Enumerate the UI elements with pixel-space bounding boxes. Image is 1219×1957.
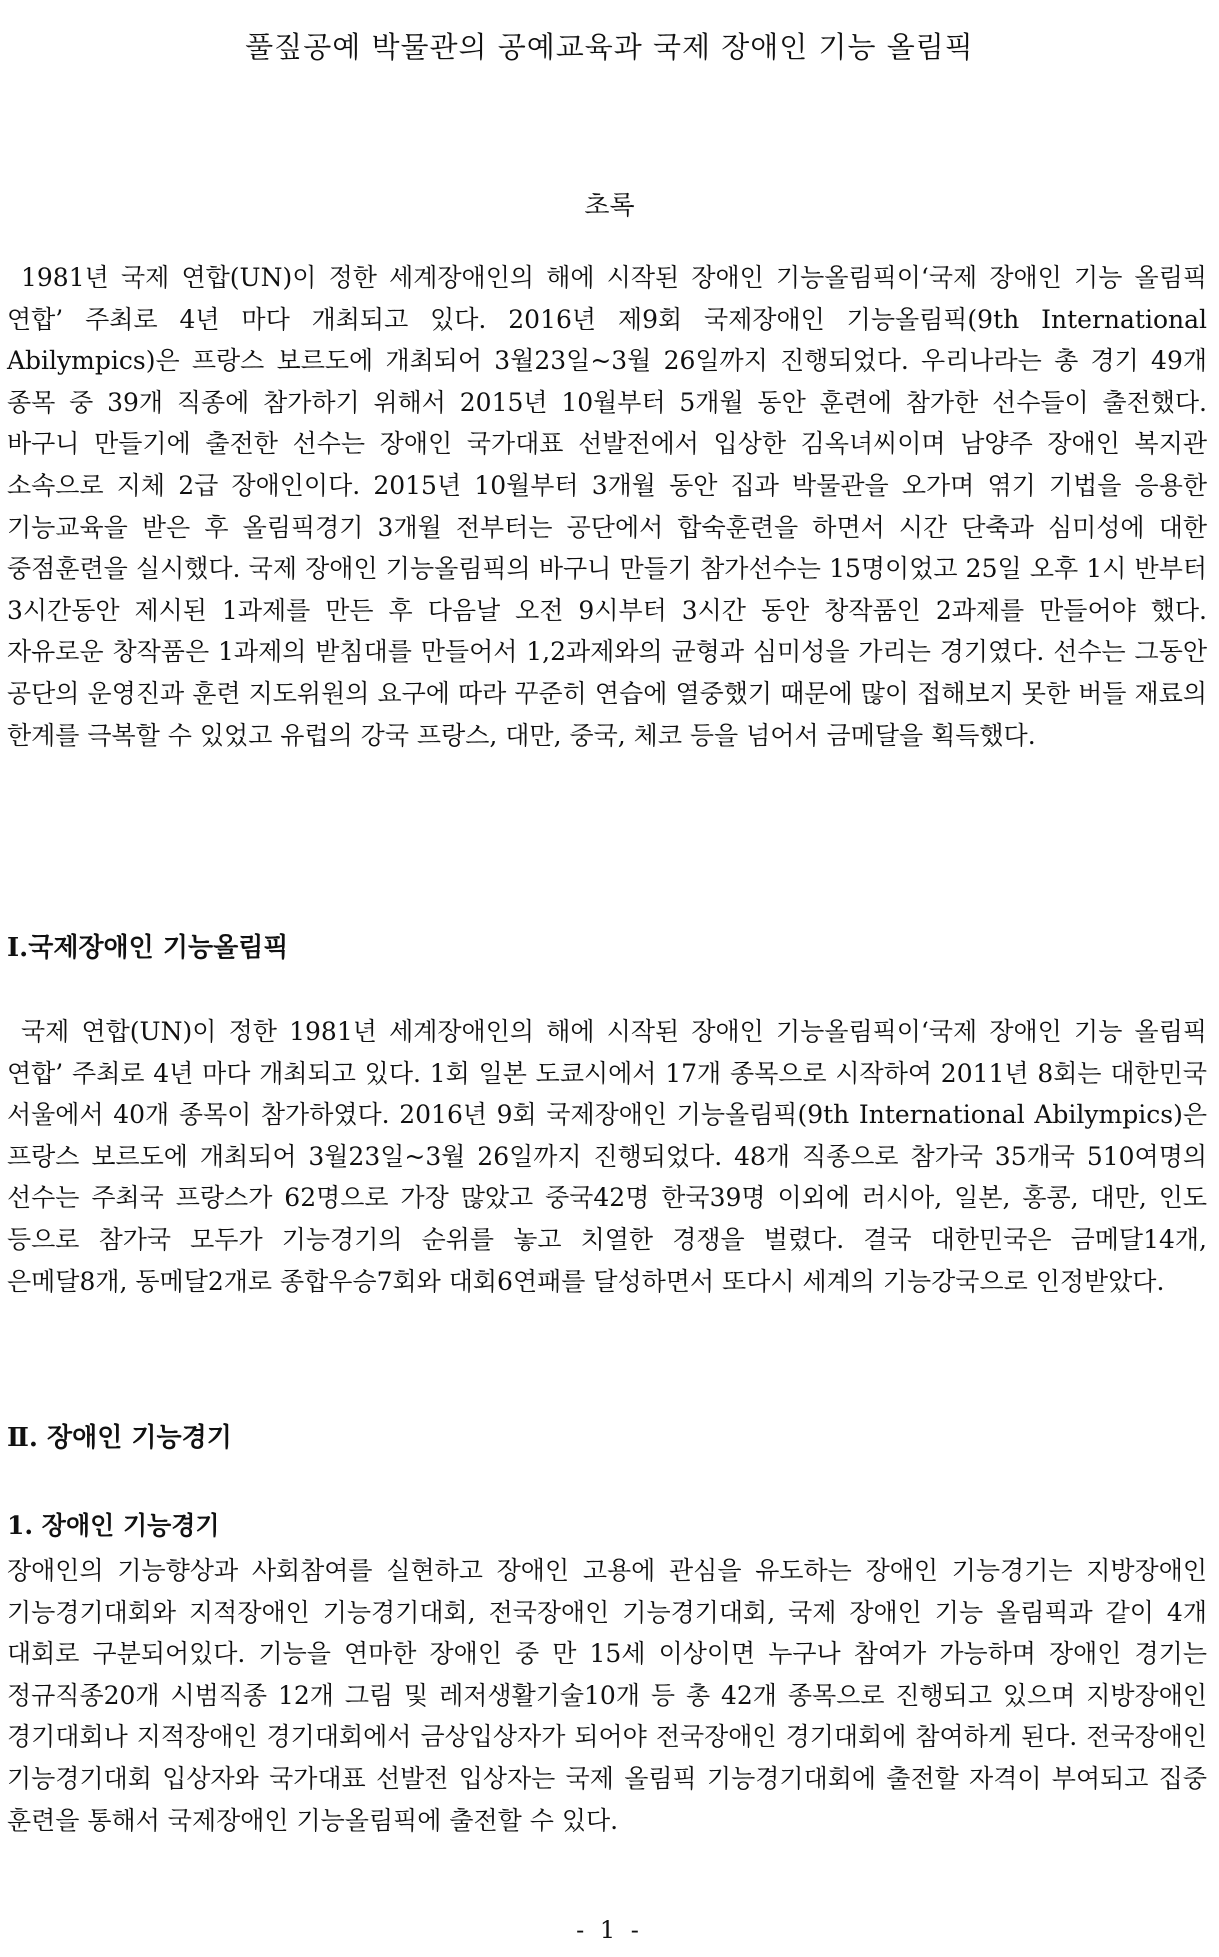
- abstract-heading: 초록: [584, 191, 635, 221]
- abstract-body: 1981년 국제 연합(UN)이 정한 세계장애인의 해에 시작된 장애인 기능올림픽이‘국제 장애인 기능 올림픽 연합’ 주최로 4년 마다 개최되고 있다. 2016년 제9회 국제장애인 기능올림픽(9th International Abilympics)은 프랑스 보르도에 개최되어 3월23일~3월 26일까지 진행되었다. 우리나라는 총 경기 49개 종목 중 39개 직종에 참가하기 위해서 2015년 10월부터 5개월 동안 훈련에 참가한 선수들이 출전했다. 바구니 만들기에 출전한 선수는 장애인 국가대표 선발전에서 입상한 김옥녀씨이며 남양주 장애인 복지관 소속으로 지체 2급 장애인이다. 2015년 10월부터 3개월 동안 집과 박물관을 오가며 엮기 기법을 응용한 기능교육을 받은 후 올림픽경기 3개월 전부터는 공단에서 합숙훈련을 하면서 시간 단축과 심미성에 대한 중점훈련을 실시했다. 국제 장애인 기능올림픽의 바구니 만들기 참가선수는 15명이었고 25일 오후 1시 반부터 3시간동안 제시된 1과제를 만든 후 다음날 오전 9시부터 3시간 동안 창작품인 2과제를 만들어야 했다. 자유로운 창작품은 1과제의 받침대를 만들어서 1,2과제와의 균형과 심미성을 가리는 경기였다. 선수는 그동안 공단의 운영진과 훈련 지도위원의 요구에 따라 꾸준히 연습에 열중했기 때문에 많이 접해보지 못한 버들 재료의 한계를 극복할 수 있었고 유럽의 강국 프랑스, 대만, 중국, 체코 등을 넘어서 금메달을 획득했다.: [7, 263, 1207, 750]
- section-1-heading: Ⅰ.국제장애인 기능올림픽: [7, 932, 289, 963]
- page-number: - 1 -: [576, 1916, 643, 1944]
- subsection-2-1-heading: 1. 장애인 기능경기: [7, 1511, 220, 1540]
- document-title: 풀짚공예 박물관의 공예교육과 국제 장애인 기능 올림픽: [245, 30, 974, 65]
- subsection-2-1-body: 장애인의 기능향상과 사회참여를 실현하고 장애인 고용에 관심을 유도하는 장애인 기능경기는 지방장애인 기능경기대회와 지적장애인 기능경기대회, 전국장애인 기능경기대회, 국제 장애인 기능 올림픽과 같이 4개 대회로 구분되어있다. 기능을 연마한 장애인 중 만 15세 이상이면 누구나 참여가 가능하며 장애인 경기는 정규직종20개 시범직종 12개 그림 및 레저생활기술10개 등 총 42개 종목으로 진행되고 있으며 지방장애인 경기대회나 지적장애인 경기대회에서 금상입상자가 되어야 전국장애인 경기대회에 참여하게 된다. 전국장애인 기능경기대회 입상자와 국가대표 선발전 입상자는 국제 올림픽 기능경기대회에 출전할 자격이 부여되고 집중 훈련을 통해서 국제장애인 기능올림픽에 출전할 수 있다.: [7, 1556, 1207, 1835]
- section-1-body: 국제 연합(UN)이 정한 1981년 세계장애인의 해에 시작된 장애인 기능올림픽이‘국제 장애인 기능 올림픽 연합’ 주최로 4년 마다 개최되고 있다. 1회 일본 도쿄시에서 17개 종목으로 시작하여 2011년 8회는 대한민국 서울에서 40개 종목이 참가하였다. 2016년 9회 국제장애인 기능올림픽(9th International Abilympics)은 프랑스 보르도에 개최되어 3월23일~3월 26일까지 진행되었다. 48개 직종으로 참가국 35개국 510여명의 선수는 주최국 프랑스가 62명으로 가장 많았고 중국42명 한국39명 이외에 러시아, 일본, 홍콩, 대만, 인도 등으로 참가국 모두가 기능경기의 순위를 놓고 치열한 경쟁을 벌렸다. 결국 대한민국은 금메달14개, 은메달8개, 동메달2개로 종합우승7회와 대회6연패를 달성하면서 또다시 세계의 기능강국으로 인정받았다.: [7, 1017, 1207, 1296]
- section-2-heading: Ⅱ. 장애인 기능경기: [7, 1422, 232, 1453]
